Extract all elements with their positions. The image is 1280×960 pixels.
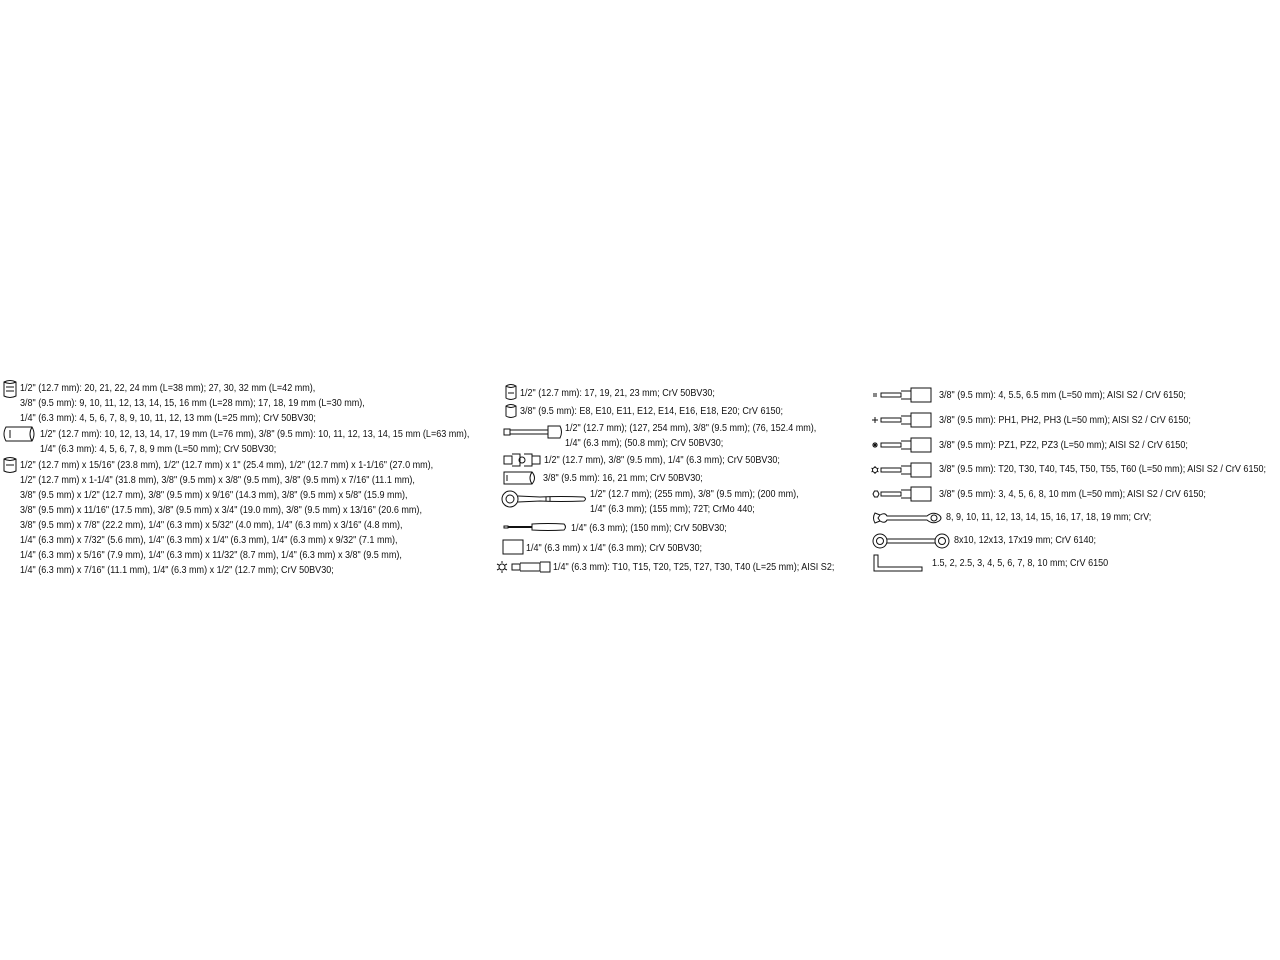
spec-line: 1/2" (12.7 mm): 10, 12, 13, 14, 17, 19 mm (L=76 mm), 3/8" (9.5 mm): 10, 11, 12, 13, 14, 15 mm (L=63 mm), — [40, 428, 470, 440]
hex-socket-icon — [504, 383, 518, 401]
spec-line: 3/8" (9.5 mm) x 1/2" (12.7 mm), 3/8" (9.5 mm) x 9/16" (14.3 mm), 3/8" (9.5 mm) x 5/8" (15.9 mm), — [20, 489, 408, 501]
spec-line: 3/8" (9.5 mm) x 11/16" (17.5 mm), 3/8" (9.5 mm) x 3/4" (19.0 mm), 3/8" (9.5 mm) x 13/16" (20.6 mm), — [20, 504, 422, 516]
spec-line: 1/4" (6.3 mm); (155 mm); 72T; CrMo 440; — [590, 503, 755, 515]
combination-wrench-icon — [871, 509, 943, 527]
torx-socket-icon — [496, 559, 552, 575]
socket-inch-icon — [2, 455, 18, 475]
spec-hex-keys — [932, 556, 1108, 571]
spec-line: 1/2" (12.7 mm); (127, 254 mm), 3/8" (9.5 mm); (76, 152.4 mm), — [565, 422, 817, 434]
screwdriver-handle-icon — [502, 520, 568, 534]
spec-line: 1/4" (6.3 mm) x 7/16" (11.1 mm), 1/4" (6.3 mm) x 1/2" (12.7 mm); CrV 50BV30; — [20, 564, 334, 576]
hex-key-icon — [871, 553, 925, 573]
spec-line: 3/8" (9.5 mm): T20, T30, T40, T45, T50, T55, T60 (L=50 mm); AISI S2 / CrV 6150; — [939, 463, 1267, 475]
spec-line: 3/8" (9.5 mm): 3, 4, 5, 6, 8, 10 mm (L=50 mm); AISI S2 / CrV 6150; — [939, 488, 1206, 500]
torx-bit-socket-icon — [871, 461, 933, 479]
spec-line: 1/2" (12.7 mm) x 1-1/4" (31.8 mm), 3/8" (9.5 mm) x 3/8" (9.5 mm), 3/8" (9.5 mm) x 7/16" (11.1 mm), — [20, 474, 415, 486]
spec-line: 3/8" (9.5 mm): E8, E10, E11, E12, E14, E16, E18, E20; CrV 6150; — [520, 405, 784, 417]
spec-ring-wrenches — [954, 533, 1096, 548]
spec-line: 1/2" (12.7 mm) x 15/16" (23.8 mm), 1/2" (12.7 mm) x 1" (25.4 mm), 1/2" (12.7 mm) x 1-1/16" (27.0 mm), — [20, 459, 434, 471]
spec-line: 1/4" (6.3 mm): T10, T15, T20, T25, T27, T30, T40 (L=25 mm); AISI S2; — [553, 561, 835, 573]
universal-joint-icon — [502, 450, 542, 470]
spec-line: 1/4" (6.3 mm); (50.8 mm); CrV 50BV30; — [565, 437, 724, 449]
socket-short-icon — [2, 378, 18, 400]
spec-extensions — [565, 421, 816, 451]
spec-hex-sockets — [520, 386, 715, 401]
hex-bit-socket-icon — [871, 485, 933, 503]
spec-screwdriver-handle — [571, 521, 727, 536]
spec-sockets-inch — [20, 458, 433, 578]
spec-line: 3/8" (9.5 mm): 16, 21 mm; CrV 50BV30; — [543, 472, 703, 484]
spec-line: 8, 9, 10, 11, 12, 13, 14, 15, 16, 17, 18, 19 mm; CrV; — [946, 511, 1152, 523]
spec-line: 3/8" (9.5 mm): PH1, PH2, PH3 (L=50 mm); AISI S2 / CrV 6150; — [939, 414, 1191, 426]
spec-ph-bits — [939, 413, 1191, 428]
spec-e-sockets — [520, 404, 783, 419]
spec-sockets-deep — [40, 427, 469, 457]
spec-torx-sockets — [553, 560, 834, 575]
spec-line: 1/2" (12.7 mm); (255 mm), 3/8" (9.5 mm); (200 mm), — [590, 488, 799, 500]
spec-line: 1/2" (12.7 mm): 20, 21, 22, 24 mm (L=38 mm); 27, 30, 32 mm (L=42 mm), — [20, 382, 316, 394]
spec-spark-plug — [543, 471, 703, 486]
spec-line: 1/4" (6.3 mm): 4, 5, 6, 7, 8, 9 mm (L=50 mm); CrV 50BV30; — [40, 443, 277, 455]
spec-universal-joints — [544, 453, 780, 468]
spec-flat-bits — [939, 388, 1186, 403]
spec-line: 1/4" (6.3 mm) x 7/32" (5.6 mm), 1/4" (6.3 mm) x 1/4" (6.3 mm), 1/4" (6.3 mm) x 9/32" (7.1 mm), — [20, 534, 398, 546]
spec-line: 1.5, 2, 2.5, 3, 4, 5, 6, 7, 8, 10 mm; CrV 6150 — [932, 557, 1109, 569]
spec-line: 3/8" (9.5 mm) x 7/8" (22.2 mm), 1/4" (6.3 mm) x 5/32" (4.0 mm), 1/4" (6.3 mm) x 3/16" (4.8 mm), — [20, 519, 403, 531]
spec-line: 1/2" (12.7 mm): 17, 19, 21, 23 mm; CrV 50BV30; — [520, 387, 715, 399]
ring-wrench-icon — [871, 532, 951, 550]
e-socket-icon — [504, 403, 518, 419]
extension-bar-icon — [502, 423, 564, 441]
socket-deep-icon — [2, 425, 38, 443]
spec-line: 3/8" (9.5 mm): 4, 5.5, 6.5 mm (L=50 mm); AISI S2 / CrV 6150; — [939, 389, 1186, 401]
spec-line: 3/8" (9.5 mm): PZ1, PZ2, PZ3 (L=50 mm); AISI S2 / CrV 6150; — [939, 439, 1188, 451]
spec-line: 1/2" (12.7 mm), 3/8" (9.5 mm), 1/4" (6.3 mm); CrV 50BV30; — [544, 454, 780, 466]
spec-torx-bits — [939, 462, 1266, 477]
phillips-bit-socket-icon — [871, 411, 933, 429]
spec-line: 1/4" (6.3 mm); (150 mm); CrV 50BV30; — [571, 522, 727, 534]
spec-ratchets — [590, 487, 799, 517]
pozidriv-bit-socket-icon — [871, 436, 933, 454]
spec-hex-bits — [939, 487, 1206, 502]
spec-line: 3/8" (9.5 mm): 9, 10, 11, 12, 13, 14, 15, 16 mm (L=28 mm); 17, 18, 19 mm (L=30 mm), — [20, 397, 365, 409]
spec-adapter — [526, 541, 702, 556]
ratchet-icon — [500, 489, 588, 509]
adapter-icon — [502, 539, 524, 555]
spec-line: 1/4" (6.3 mm) x 5/16" (7.9 mm), 1/4" (6.3 mm) x 11/32" (8.7 mm), 1/4" (6.3 mm) x 3/8" (9.5 mm), — [20, 549, 402, 561]
spec-pz-bits — [939, 438, 1188, 453]
spec-line: 1/4" (6.3 mm): 4, 5, 6, 7, 8, 9, 10, 11, 12, 13 mm (L=25 mm); CrV 50BV30; — [20, 412, 316, 424]
spec-line: 8x10, 12x13, 17x19 mm; CrV 6140; — [954, 534, 1097, 546]
flat-bit-socket-icon — [871, 386, 933, 404]
spark-plug-socket-icon — [502, 470, 540, 486]
spec-combination-wrenches — [946, 510, 1151, 525]
spec-sockets-short — [20, 381, 365, 426]
spec-line: 1/4" (6.3 mm) x 1/4" (6.3 mm); CrV 50BV30; — [526, 542, 703, 554]
